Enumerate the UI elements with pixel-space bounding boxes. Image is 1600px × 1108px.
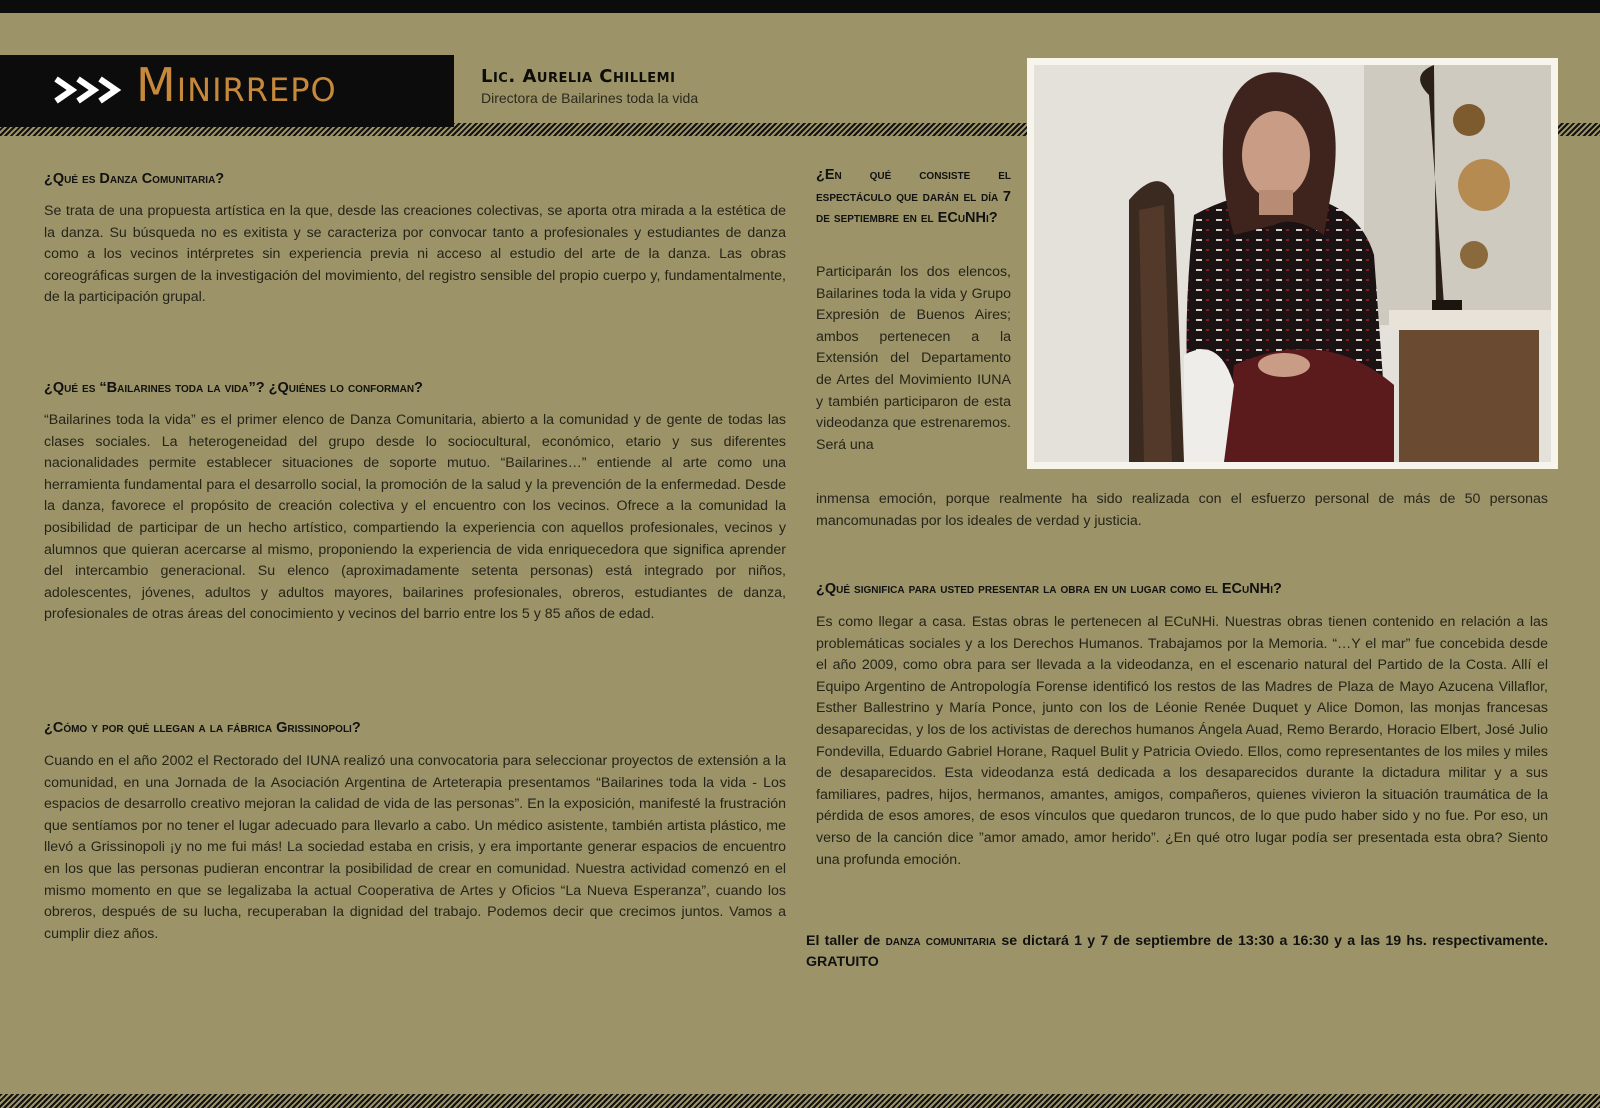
section-header [0,55,454,127]
portrait-photo-illustration [1034,65,1551,462]
answer-paragraph: Cuando en el año 2002 el Rectorado del IUNA realizó una convocatoria para seleccionar proyectos de extensión a la comunidad, en una Jornada de la Asociación Argentina de Arteterapia presentamos “Bailarines toda la vida - Los espacios de desarrollo creativo mejoran la calidad de vida de las personas”. En la exposición, manifesté la frustración que sentíamos por no tener el lugar adecuado para llevarlo a cabo. Un médico asistente, también artista plástico, me llevó a Grissinopoli ¡y no me fui más! La sociedad estaba en crisis, y era importante generar espacios de encuentro en los que las personas pudieran encontrar la posibilidad de crear en comunidad. Nuestra actividad comenzó en el mismo momento en que se legalizaba la actual Cooperativa de Artes y Oficios “La Nueva Esperanza”, cuando los obreros, después de su lucha, recuperaban la dignidad del trabajo. Podemos decir que crecimos juntos. Vamos a cumplir diez años. [44,753,786,942]
answer-paragraph: Es como llegar a casa. Estas obras le pertenecen al ECuNHi. Nuestras obras tienen contenido en relación a las problemáticas sociales y a los Derechos Humanos. Trabajamos por la Memoria. “…Y el mar” fue concebida desde el año 2009, como obra para ser llevada a la videodanza, en el escenario natural del Partido de la Costa. Allí el Equipo Argentino de Antropología Forense identificó los restos de las Madres de Plaza de Mayo Azucena Villaflor, Esther Ballestrino y María Ponce, junto con los de Léonie Renée Duquet y Alice Domon, las monjas francesas desaparecidas, y los de los activistas de derechos humanos Ángela Auad, Remo Berardo, Horacio Elbert, José Julio Fondevilla, Eduardo Gabriel Horane, Raquel Bulit y Patricia Oviedo. Ellos, como representantes de los miles y miles de desaparecidos. Esta videodanza está dedicada a los desaparecidos durante la dictadura militar y a sus familiares, padres, hijos, hermanos, amantes, amigos, compañeros, quienes vivieron la situación traumática de la pérdida de esos amores, de esos vínculos que quedaron truncos, de lo que pudo haber sido y no fue. Por eso, un verso de la canción dice ”amor amado, amor herido”. ¿En qué otro lugar podía ser presentada esta obra? Siento una profunda emoción. [816,614,1548,868]
answer-paragraph: “Bailarines toda la vida” es el primer elenco de Danza Comunitaria, abierto a la comunidad y de gente de todas las clases sociales. La heterogeneidad del grupo desde lo sociocultural, económico, etario y sus diferentes nacionalidades permite establecer situaciones de soporte mutuo. “Bailarines…” entiende al arte como una herramienta fundamental para el desarrollo social, la promoción de la salud y la prevención de la enfermedad. Desde la danza, favorece el propósito de creación colectiva y el encuentro con los vecinos. Ofrece a la comunidad la posibilidad de participar de un hecho artístico, compartiendo la experiencia con aquellos profesionales, vecinos y alumnos que quieran acercarse al mismo, proponiendo la experiencia de vida enriquecedora que significa aprender del intercambio generacional. Su elenco (aproximadamente setenta personas) está integrado por niños, adolescentes, jóvenes, adultos y adultos mayores, bailarines profesionales, obreros, estudiantes de danza, profesionales de otras áreas del conocimiento y vecinos del barrio entre los 5 y 85 años de edad. [44,412,786,623]
section-title: Minirrepo [136,58,337,112]
question-heading: ¿Qué significa para usted presentar la obra en un lugar como el ECuNHi? [816,581,1282,597]
answer-paragraph-continued: inmensa emoción, porque realmente ha sido realizada con el esfuerzo personal de más de 50 personas mancomunadas por los ideales de verdad y justicia. [816,491,1548,529]
notice-prefix: El taller de [806,933,886,949]
portrait-photo-frame [1027,58,1558,469]
portrait-photo [1034,65,1551,462]
question-heading: ¿Qué es “Bailarines toda la vida”? ¿Quiénes lo conforman? [44,380,423,396]
triple-chevron-right-icon [52,73,124,107]
workshop-notice [806,931,1548,973]
notice-suffix: se dictará 1 y 7 de septiembre de 13:30 a 16:30 y a las 19 hs. respectivamente. GRATUITO [806,933,1548,970]
author-role: Directora de Bailarines toda la vida [481,90,699,106]
notice-highlight: danza comunitaria [885,933,997,949]
answer-paragraph: Participarán los dos elencos, Bailarines toda la vida y Grupo Expresión de Buenos Aires; ambos pertenecen a la Extensión del Departamento de Artes del Movimiento IUNA y también participaron de esta videodanza que estrenaremos. Será una [816,264,1011,453]
hatched-divider-bottom [0,1094,1600,1108]
top-bar [0,0,1600,13]
question-heading: ¿En qué consiste el espectáculo que darán el día 7 de septiembre en el ECuNHi? [816,167,1011,227]
author-name: Lic. Aurelia Chillemi [481,66,676,87]
question-heading: ¿Qué es Danza Comunitaria? [44,171,225,187]
answer-paragraph: Se trata de una propuesta artística en la que, desde las creaciones colectivas, se aporta otra mirada a la estética de la danza. Su búsqueda no es exitista y se caracteriza por convocar tanto a profesionales y estudiantes de danza como a los vecinos intérpretes sin experiencia previa ni acceso al estudio del arte de la danza. Las obras coreográficas surgen de la investigación del movimiento, del registro sensible del propio cuerpo y, fundamentalmente, de la participación grupal. [44,203,786,306]
question-heading: ¿Cómo y por qué llegan a la fábrica Grissinopoli? [44,720,361,736]
